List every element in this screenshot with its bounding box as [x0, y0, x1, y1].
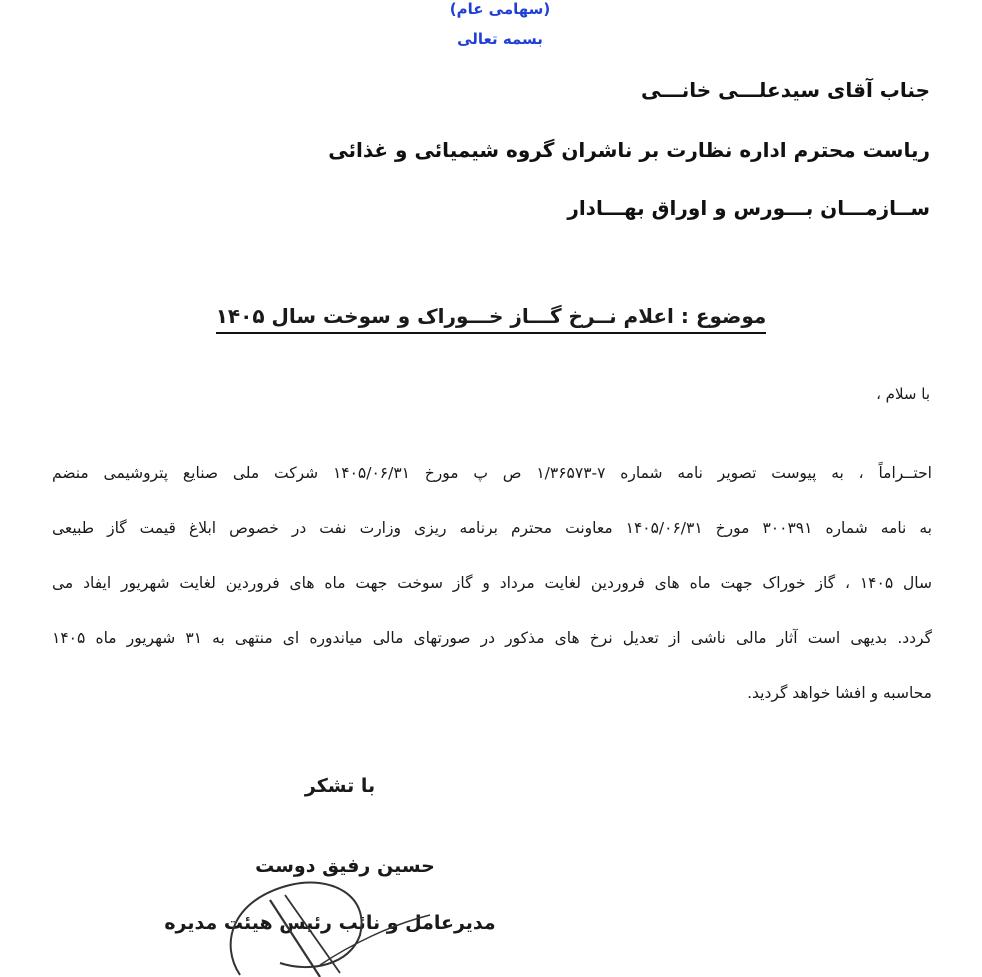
letter-body — [52, 446, 932, 721]
letter-subject-text: موضوع : اعلام نــرخ گـــاز خـــوراک و سوخت سال ۱۴۰۵ — [216, 304, 767, 334]
body-line-5: محاسبه و افشا خواهد گردید. — [747, 684, 932, 702]
company-type-label: (سهامی عام) — [449, 0, 551, 18]
body-line-1: احتــراماً ، به پیوست تصویر نامه شماره ۷-۱/۳۶۵۷۳ ص پ مورخ ۱۴۰۵/۰۶/۳۱ شرکت ملی صنایع پتروشیمی منضم — [52, 464, 932, 482]
handwritten-signature — [200, 855, 440, 977]
body-line-3: سال ۱۴۰۵ ، گاز خوراک جهت ماه های فروردین لغایت مرداد و گاز سوخت جهت ماه های فروردین لغایت شهریور ایفاد می — [52, 574, 932, 592]
signatory-name: حسین رفیق دوست — [255, 855, 435, 877]
body-line-4: گردد. بدیهی است آثار مالی ناشی از تعدیل نرخ های مذکور در صورتهای مالی میاندوره ای منتهی به ۳۱ شهریور ماه ۱۴۰۵ — [52, 629, 932, 647]
bismillah-heading: بسمه تعالی — [457, 30, 543, 48]
greeting: با سلام ، — [876, 385, 930, 403]
closing-thanks: با تشکر — [304, 775, 376, 797]
body-line-2: به نامه شماره ۳۰۰۳۹۱ مورخ ۱۴۰۵/۰۶/۳۱ معاونت محترم برنامه ریزی وزارت نفت در خصوص ابلاغ قیمت گاز طبیعی — [52, 519, 932, 537]
recipient-title: ریاست محترم اداره نظارت بر ناشران گروه شیمیائی و غذائی — [328, 138, 930, 162]
signatory-position: مدیرعامل و نائب رئیس هیئت مدیره — [164, 912, 496, 934]
recipient-organization: ســازمـــان بـــورس و اوراق بهـــادار — [567, 196, 930, 220]
letter-subject — [0, 304, 982, 328]
recipient-name: جناب آقای سیدعلـــی خانـــی — [641, 78, 930, 102]
